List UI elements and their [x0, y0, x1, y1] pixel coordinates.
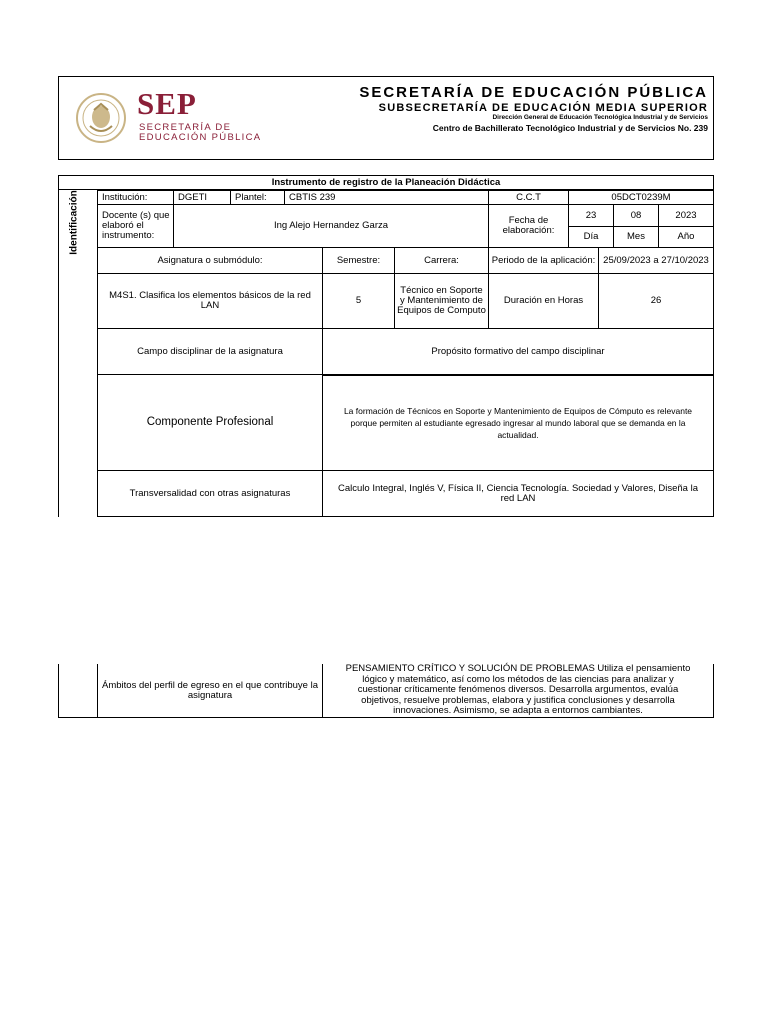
- componente-value: Componente Profesional: [97, 374, 323, 471]
- plantel-label: Plantel:: [230, 190, 285, 205]
- fecha-anio: 2023: [658, 204, 714, 227]
- anio-label: Año: [658, 226, 714, 248]
- sep-logo-text: SEP: [137, 86, 197, 121]
- ambitos-left-border: [58, 664, 59, 718]
- seal-icon: [72, 92, 130, 144]
- periodo-value: 25/09/2023 a 27/10/2023: [598, 247, 714, 274]
- proposito-label: Propósito formativo del campo disciplinar: [322, 328, 714, 375]
- form-title: Instrumento de registro de la Planeación Didáctica: [58, 175, 714, 190]
- carrera-value: Técnico en Soporte y Mantenimiento de Equipos de Computo: [394, 273, 489, 329]
- docente-value: Ing Alejo Hernandez Garza: [173, 204, 489, 248]
- fecha-label: Fecha de elaboración:: [488, 204, 569, 248]
- institucion-value: DGETI: [173, 190, 231, 205]
- docente-label: Docente (s) que elaboró el instrumento:: [97, 204, 174, 248]
- carrera-label: Carrera:: [394, 247, 489, 274]
- semestre-value: 5: [322, 273, 395, 329]
- header-title: SECRETARÍA DE EDUCACIÓN PÚBLICA: [359, 84, 708, 101]
- ambitos-label: Ámbitos del perfil de egreso en el que contribuye la asignatura: [97, 664, 323, 718]
- cct-label: C.C.T: [488, 190, 569, 205]
- campo-label: Campo disciplinar de la asignatura: [97, 328, 323, 375]
- ambitos-bottom-border: [58, 717, 98, 718]
- plantel-value: CBTIS 239: [284, 190, 489, 205]
- sep-logo-subtitle: [139, 123, 261, 143]
- sep-logo-subtitle-line2: EDUCACIÓN PÚBLICA: [139, 132, 262, 143]
- header-direction: Dirección General de Educación Tecnológica Industrial y de Servicios: [492, 114, 708, 121]
- fecha-dia: 23: [568, 204, 614, 227]
- side-label: Identificación: [68, 189, 80, 255]
- asignatura-label: Asignatura o submódulo:: [97, 247, 323, 274]
- semestre-label: Semestre:: [322, 247, 395, 274]
- transversalidad-label: Transversalidad con otras asignaturas: [97, 470, 323, 517]
- left-border: [58, 190, 59, 517]
- transversalidad-value: Calculo Integral, Inglés V, Física II, Ciencia Tecnología. Sociedad y Valores, Diseña la red LAN: [322, 470, 714, 517]
- mes-label: Mes: [613, 226, 659, 248]
- dia-label: Día: [568, 226, 614, 248]
- header-subtitle: SUBSECRETARÍA DE EDUCACIÓN MEDIA SUPERIOR: [378, 102, 708, 114]
- periodo-label: Periodo de la aplicación:: [488, 247, 599, 274]
- sep-logo-subtitle-line1: SECRETARÍA DE: [139, 122, 232, 133]
- ambitos-value: PENSAMIENTO CRÍTICO Y SOLUCIÓN DE PROBLEMAS Utiliza el pensamiento lógico y matemático, así como los métodos de las ciencias para analizar y cuestionar críticamente fenómenos diversos. Desarrolla argumentos, evalúa objetivos, resuelve problemas, elabora y justifica conclusiones y desarrolla innovaciones. Asimismo, se adapta a entornos cambiantes.: [322, 664, 714, 718]
- cct-value: 05DCT0239M: [568, 190, 714, 205]
- duracion-label: Duración en Horas: [488, 273, 599, 329]
- proposito-value: La formación de Técnicos en Soporte y Mantenimiento de Equipos de Cómputo es relevante porque permiten al estudiante egresado ingresar al mundo laboral que se demanda en la actualidad.: [322, 374, 714, 471]
- duracion-value: 26: [598, 273, 714, 329]
- header-center: Centro de Bachillerato Tecnológico Industrial y de Servicios No. 239: [432, 123, 708, 133]
- institucion-label: Institución:: [97, 190, 174, 205]
- asignatura-value: M4S1. Clasifica los elementos básicos de la red LAN: [97, 273, 323, 329]
- fecha-mes: 08: [613, 204, 659, 227]
